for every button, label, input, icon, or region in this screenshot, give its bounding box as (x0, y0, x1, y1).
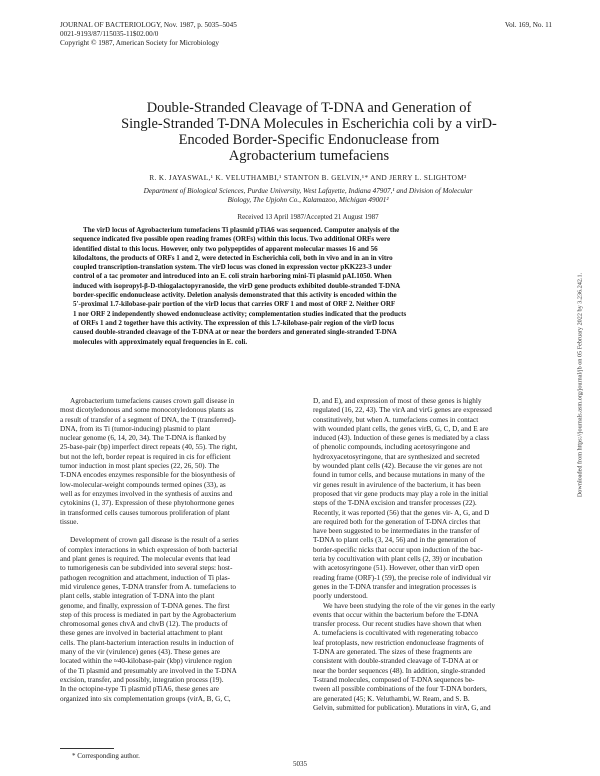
paragraph-gap (60, 527, 297, 536)
body-text-line: low-molecular-weight compounds termed opines (33), as (60, 480, 226, 489)
abstract-line: kilodaltons, the products of ORFs 1 and 2, were detected in Escherichia coli, both in vivo and in an in vitro (73, 253, 393, 262)
body-text-line: of complex interactions in which expression of both bacterial (60, 545, 238, 554)
affiliation-line: Department of Biological Sciences, Purdue University, West Lafayette, Indiana 47907,¹ and Division of Molecular (143, 187, 473, 195)
body-text-line: T-DNA to plant cells (3, 24, 56) and in the generation of (313, 536, 477, 545)
body-text-line: hydroxyacetosyringone, that are synthesized and secreted (313, 452, 480, 461)
body-text-line: leaf protoplasts, new restriction endonuclease fragments of (313, 638, 484, 647)
body-text-line: to tumorigenesis can be subdivided into several steps: host- (60, 564, 233, 573)
abstract-line: of ORFs 1 and 2 together have this activity. The expression of this 1.7-kilobase-pair region of the virD locus (73, 318, 395, 327)
body-text-line: T-DNA are generated. The sizes of these fragments are (313, 648, 472, 657)
body-text-line: nuclear genome (6, 14, 20, 34). The T-DNA is flanked by (60, 434, 227, 443)
body-text-line: vir genes result in avirulence of the bacterium, it has been (313, 480, 481, 489)
title-line: Encoded Border-Specific Endonuclease from (178, 132, 440, 148)
body-text-line: with acetosyringone (51). However, other than virD open (313, 564, 480, 573)
body-text-line: Recently, it was reported (56) that the genes vir- A, G, and D (313, 508, 490, 517)
body-text-line: In the octopine-type Ti plasmid pTiA6, these genes are (60, 685, 220, 694)
title-line: Agrobacterium tumefaciens (228, 148, 390, 164)
body-text-line: mid virulence genes, T-DNA transfer from A. tumefaciens to (60, 582, 236, 591)
abstract-line: sequence indicated five possible open reading frames (ORFs) within this locus. Two additional ORFs were (73, 235, 391, 244)
body-text-line: a result of transfer of a segment of DNA, the T (transferred)- (60, 415, 237, 424)
body-text-line: Agrobacterium tumefaciens causes crown gall disease in (70, 397, 235, 405)
abstract-line: induced with isopropyl-β-D-thiogalactopyranoside, the virD gene products exhibited double-stranded T-DNA (73, 281, 401, 290)
abstract-line: 5'-proximal 1.7-kilobase-pair portion of the virD locus that carries ORF 1 and most of ORF 2. Neither ORF (73, 300, 396, 309)
body-text-line: teria by cocultivation with plant cells (2, 39) or incubation (313, 555, 483, 564)
download-watermark: Downloaded from https://journals.asm.org/journal/jb on 05 February 2022 by 3.236.242.1. (576, 272, 584, 498)
body-text-line: many of the vir (virulence) genes (43). These genes are (60, 648, 221, 657)
abstract-line: 1 nor ORF 2 independently showed endonuclease activity; complementation studies indicated that the products (73, 309, 407, 318)
author-list: R. K. JAYASWAL,¹ K. VELUTHAMBI,¹ STANTON B. GELVIN,¹* AND JERRY L. SLIGHTOM² (149, 174, 467, 182)
abstract-line: molecules with approximately equal frequencies in E. coli. (73, 337, 248, 346)
body-text-line: found in tumor cells, and because mutations in many of the (313, 471, 485, 480)
body-text-line: with wounded plant cells, the genes virB, G, C, D, and E are (313, 424, 489, 433)
footnote-rule (60, 748, 114, 749)
body-text-line: genome, and finally, expression of T-DNA genes. The first (60, 601, 230, 610)
body-text-line: chromosomal genes chvA and chvB (12). The products of (60, 620, 228, 629)
body-text-line: by wounded plant cells (42). Because the vir genes are not (313, 462, 483, 471)
body-text-line: have been suggested to be intermediates in the transfer of (313, 527, 480, 536)
body-text-line: steps of the T-DNA excision and transfer processes (22). (313, 499, 477, 508)
body-text-line: events that occur within the bacterium before the T-DNA (313, 610, 479, 619)
body-text-line: step of this process is mediated in part by the Agrobacterium (60, 610, 236, 619)
received-dates: Received 13 April 1987/Accepted 21 August 1987 (237, 213, 379, 221)
body-text-line: of phenolic compounds, including acetosyringone and (313, 443, 471, 452)
affiliations (60, 187, 556, 205)
body-text-line: these genes are involved in bacterial attachment to plant (60, 629, 223, 638)
body-text-line: cytokinins (1, 37). Expression of these phytohormone genes (60, 499, 235, 508)
body-text-line: organized into six complementation groups (virA, B, G, C, (60, 694, 231, 703)
page-number: 5035 (293, 760, 307, 768)
body-text-line: and plant genes is required. The molecular events that lead (60, 555, 231, 564)
body-text-line: are required both for the generation of T-DNA circles that (313, 517, 481, 526)
abstract (73, 226, 545, 347)
affiliation-line: Biology, The Upjohn Co., Kalamazoo, Michigan 49001² (227, 196, 389, 204)
body-text-line: cells. The plant-bacterium interaction results in induction of (60, 638, 234, 647)
paper-title (70, 100, 548, 164)
body-text-line: near the border sequences (48). In addition, single-stranded (313, 666, 486, 675)
body-text-line: well as for enzymes involved in the synthesis of auxins and (60, 489, 233, 498)
journal-citation: JOURNAL OF BACTERIOLOGY, Nov. 1987, p. 5035–5045 (60, 21, 237, 29)
abstract-line: caused double-stranded cleavage of the T-DNA at or near the borders and generated single-stranded T-DNA (73, 328, 397, 337)
body-text-line: located within the ≈40-kilobase-pair (kbp) virulence region (60, 657, 232, 666)
body-text-line: D, and E), and expression of most of these genes is highly (313, 397, 482, 405)
abstract-line: The virD locus of Agrobacterium tumefaciens Ti plasmid pTiA6 was sequenced. Computer analysis of the (83, 226, 400, 234)
body-column-left (60, 397, 297, 704)
body-text-line: Development of crown gall disease is the result of a series (70, 536, 239, 545)
body-text-line: tissue. (60, 517, 79, 526)
body-text-line: regulated (16, 22, 43). The virA and virG genes are expressed (313, 406, 492, 415)
body-text-line: reading frame (ORF)-1 (59), the precise role of individual vir (313, 573, 491, 582)
body-text-line: in transformed cells causes tumorous proliferation of plant (60, 508, 230, 517)
body-text-line: A. tumefaciens is cocultivated with regenerating tobacco (313, 629, 478, 638)
body-text-line: DNA, from its Ti (tumor-inducing) plasmid to plant (60, 424, 211, 433)
abstract-line: identified distal to this locus. However, only two polypeptides of apparent molecular masses 16 and 56 (73, 244, 378, 253)
abstract-line: coupled transcription-translation system. The virD locus was cloned in expression vector pKK223-3 under (73, 263, 392, 272)
body-text-line: T-strand molecules, composed of T-DNA sequences be- (313, 675, 475, 684)
body-text-line: border-specific nicks that occur upon induction of the bac- (313, 545, 483, 554)
body-text-line: consistent with double-stranded cleavage of T-DNA at or (313, 657, 479, 666)
body-column-right (313, 397, 550, 713)
title-line: Double-Stranded Cleavage of T-DNA and Generation of (146, 100, 472, 116)
body-text-line: proposed that vir gene products may play a role in the initial (313, 489, 488, 498)
body-text-line: pathogen recognition and attachment, induction of Ti plas- (60, 573, 230, 582)
body-text-line: We have been studying the role of the vir genes in the early (323, 601, 496, 610)
body-text-line: excision, transfer, and possibly, integration process (19). (60, 675, 224, 684)
body-text-line: constitutively, but when A. tumefaciens comes in contact (313, 415, 479, 424)
body-text-line: tumor induction in most plant species (22, 26, 50). The (60, 462, 220, 471)
journal-header (60, 21, 237, 49)
journal-volume: Vol. 169, No. 11 (504, 21, 552, 29)
journal-copyright: Copyright © 1987, American Society for Microbiology (60, 39, 219, 48)
body-text-line: induced (43). Induction of these genes is mediated by a class (313, 434, 490, 443)
abstract-line: control of a tac promoter and introduced into an E. coli strain harboring mini-Ti plasmid pAL1050. When (73, 272, 392, 281)
body-text-line: transfer process. Our recent studies have shown that when (313, 620, 482, 629)
body-text-line: plant cells, stable integration of T-DNA into the plant (60, 592, 215, 601)
body-text-line: are generated (45; K. Veluthambi, W. Ream, and S. B. (313, 694, 470, 703)
abstract-line: border-specific endonuclease activity. Deletion analysis demonstrated that this activity is encoded within the (73, 291, 397, 300)
body-text-line: T-DNA encodes enzymes responsible for the biosynthesis of (60, 471, 236, 480)
corresponding-author-footnote: * Corresponding author. (72, 752, 140, 760)
body-text-line: genes in the T-DNA transfer and integration processes is (313, 582, 477, 591)
body-text-line: but not the left, border repeat is required in cis for efficient (60, 452, 231, 461)
body-text-line: most dicotyledonous and some monocotyledonous plants as (60, 406, 234, 415)
title-line: Single-Stranded T-DNA Molecules in Escherichia coli by a virD- (121, 116, 497, 132)
body-text-line: tween all possible combinations of the four T-DNA borders, (313, 685, 487, 694)
body-text-line: poorly understood. (313, 592, 368, 601)
body-text-line: 25-base-pair (bp) imperfect direct repeats (40, 55). The right, (60, 443, 238, 452)
body-text-line: of the Ti plasmid and presumably are involved in the T-DNA (60, 666, 237, 675)
journal-issn: 0021-9193/87/115035-11$02.00/0 (60, 30, 159, 39)
body-text-line: Gelvin, submitted for publication). Mutations in virA, G, and (313, 703, 491, 712)
